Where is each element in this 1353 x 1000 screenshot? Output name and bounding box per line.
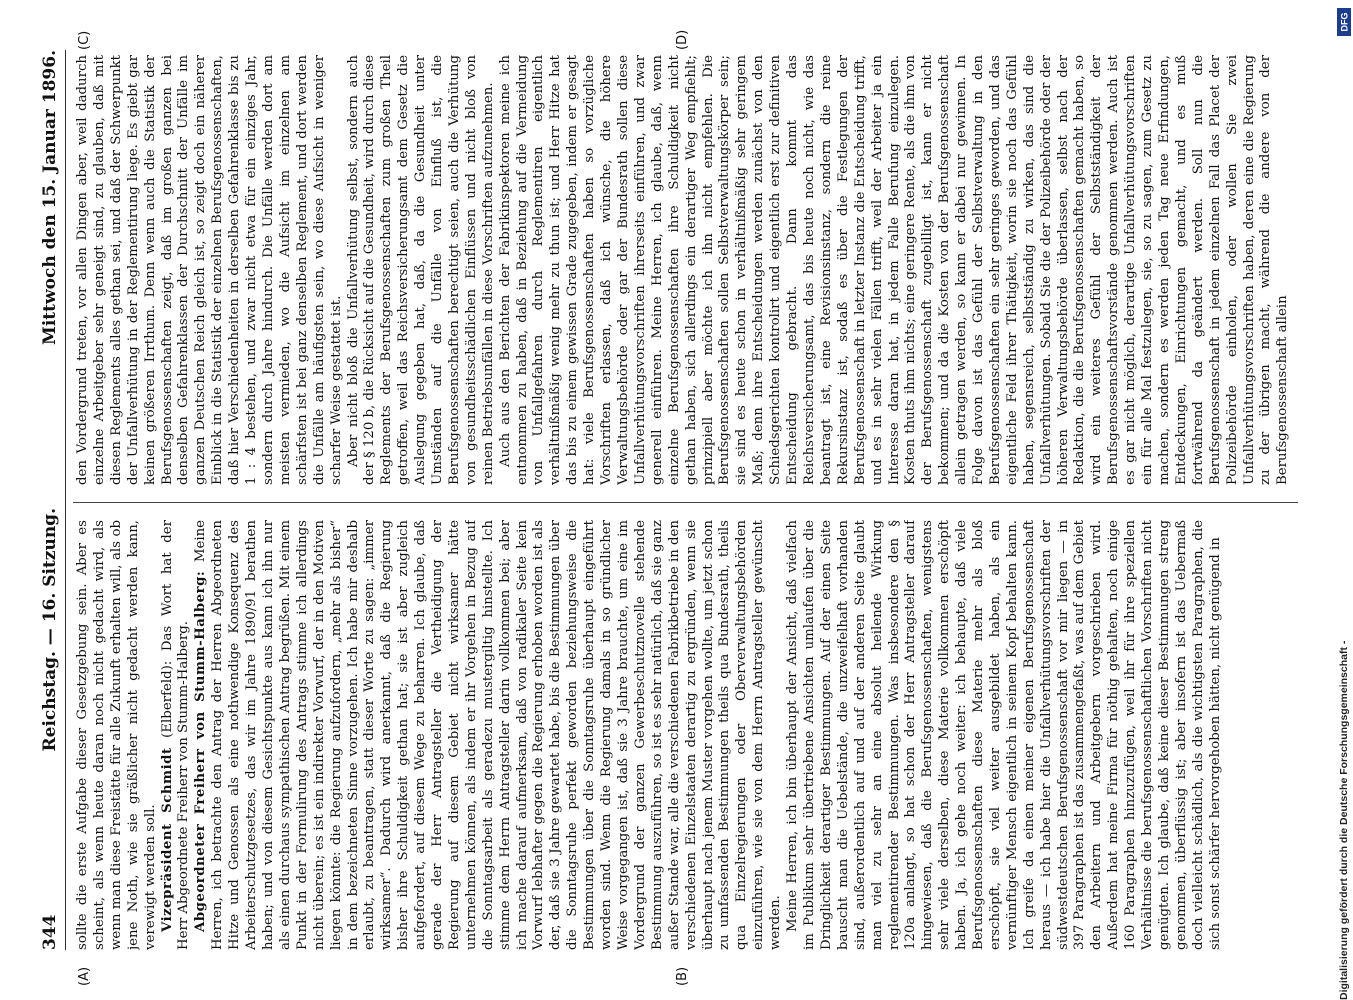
paragraph-text: Meine Herren, ich betrachte den Antrag der Herren Abgeordneten Hitze und Genossen als eine nothwendige Konsequenz des Arbeiterschutzgesetzes, das wir im Jahre 1890/91 berathen haben; und von diesem Gesichtspunkte aus kann ich ihn nur als einen durchaus sympathischen Antrag begrüßen. Mit einem Punkt in der Formulirung des Antrags stimme ich allerdings nicht überein; es ist ein indirekter Vorwurf, der in den Motiven liegen könnte: die Regierung aufzufordern, „mehr als bisher“ in dem bezeichneten Sinne vorzugehen. Ich habe mir deshalb erlaubt, zu beantragen, statt dieser Worte zu sagen: „immer wirksamer“. Dadurch wird anerkannt, daß die Regierung bisher ihre Schuldigkeit gethan hat; sie ist aber zugleich aufgefordert, auf diesem Wege zu beharren. Ich glaube, daß gerade der Herr Antragsteller die Vertheidigung der Regierung auf diesem Gebiet nicht wirksamer hätte unternehmen können, als indem er ihr Vorgehen in Bezug auf die Sonntagsarbeit als geradezu mustergiltig hinstellte. Ich stimme dem Herrn Antragsteller darin vollkommen bei; aber ich mache darauf aufmerksam, daß von radikaler Seite kein Vorwurf lebhafter gegen die Regierung erhoben worden ist als der, daß sie 3 Jahre gewartet habe, bis die Bestimmungen über die Sonntagsruhe perfekt geworden beziehungsweise die Bestimmungen über die Sonntagsruhe überhaupt eingeführt worden sind. Wenn die Regierung damals in so gründlicher Weise vorgegangen ist, daß sie 3 Jahre brauchte, um eine im Vordergrund der ganzen Gewerbeschutznovelle stehende Bestimmung auszuführen, so ist es sehr natürlich, daß sie ganz außer Stande war, alle die verschiedenen Fabrikbetriebe in den verschiedenen Einzelstaaten derartig zu ergründen, wenn sie überhaupt nach jenem Muster vorgehen wollte, um jetzt schon zu umfassenden Bestimmungen theils qua Bundesrath, theils qua Einzelregierungen oder Oberverwaltungsbehörden einzuführen, wie sie von dem Herrn Antragsteller gewünscht werden. xyxy=(193,520,784,950)
paragraph: sollte die erste Aufgabe dieser Gesetzgebung sein. Aber es scheint, als wenn heute daran noch nicht gedacht wird, als wenn man diese Freistätte für alle Zukunft erhalten will, als ob jene Noth, wie sie gräßlicher nicht gedacht werden kann, verewigt werden soll. xyxy=(75,520,158,950)
paragraph: Auch aus den Berichten der Fabrikinspektoren meine ich entnommen zu haben, daß in Beziehung auf die Vermeidung von Unfallgefahren durch Reglementiren eigentlich verhältnißmäßig wenig mehr zu thun ist; und Herr Hitze hat das bis zu einem gewissen Grade zugegeben, indem er gesagt hat: viele Berufsgenossenschaften haben so vorzügliche Vorschriften erlassen, daß ich wünsche, die höhere Verwaltungsbehörde oder gar der Bundesrath sollen diese Unfallverhütungsvorschriften ihrerseits einführen, und zwar generell einführen. Meine Herren, ich glaube, daß, wenn einzelne Berufsgenossenschaften ihre Schuldigkeit nicht gethan haben, sich allerdings ein derartiger Weg empfiehlt; prinzipiell aber möchte ich ihn nicht empfehlen. Die Berufsgenossenschaften sollen Selbstverwaltungskörper sein; sie sind es heute schon in verhältnißmäßig sehr geringem Maß; denn ihre Entscheidungen werden zunächst von den Schiedsgerichten kontrolirt und eigentlich erst zur definitiven Entscheidung gebracht. Dann kommt das Reichsversicherungsamt, das bis heute noch nicht, wie das beantragt ist, eine Revisionsinstanz, sondern die reine Rekursinstanz ist, sodaß es über die Festlegungen der Berufsgenossenschaft in letzter Instanz die Entscheidung trifft, und es in sehr vielen Fällen trifft, weil der Arbeiter ja ein Interesse daran hat, in jedem Falle Berufung einzulegen. Kosten thuts ihm nichts; eine geringere Rente, als die ihm von der Berufsgenossenschaft zugebilligt ist, kann er nicht bekommen; und da die Kosten von der Berufsgenossenschaft allein getragen werden, so kann er dabei nur gewinnen. In Folge davon ist das Gefühl der Selbstverwaltung in den Berufsgenossenschaften ein sehr geringes geworden, und das eigentliche Feld ihrer Thätigkeit, worin sie noch das Gefühl haben, segensreich, selbstständig zu wirken, das sind die Unfallverhütungen. Sobald Sie die der Polizeibehörde oder der höheren Verwaltungsbehörde überlassen, selbst nach der Redaktion, die die Berufsgenossenschaften gemacht haben, so wird ein weiteres Gefühl der Selbstständigkeit der Berufsgenossenschaftsvorstände genommen werden. Auch ist es gar nicht möglich, derartige Unfallverhütungsvorschriften ein für alle Mal festzulegen, sie, so zu sagen, zum Gesetz zu machen, sondern es werden jeden Tag neue Erfindungen, Entdeckungen, Einrichtungen gemacht, und es muß fortwährend da geändert werden. Soll nun die Berufsgenossenschaft in jedem einzelnen Fall das Placet der Polizeibehörde einholen, oder wollen Sie zwei Unfallverhütungsvorschriften haben, deren eine die Regierung zu der übrigen macht, während die andere von der Berufsgenossenschaft allein xyxy=(497,55,1291,485)
speaker-name: Abgeordneter Freiherr von Stumm-Halberg: xyxy=(193,570,209,932)
session-date: Mittwoch den 15. Januar 1896. xyxy=(40,50,60,345)
paragraph xyxy=(160,520,194,950)
digitization-note: Digitalisierung gefördert durch die Deutsche Forschungsgemeinschaft - xyxy=(1338,640,1350,1000)
paragraph: Meine Herren, ich bin überhaupt der Ansicht, daß vielfach im Publikum sehr übertriebene Ansichten umlaufen über die Dringlichkeit derartiger Bestimmungen. Auf der einen Seite bauscht man die Uebelstände, die unzweifelhaft vorhanden sind, außerordentlich auf und auf der anderen Seite glaubt man viel zu sehr an eine absolut heilende Wirkung reglementirender Bestimmungen. Was insbesondere den § 120a anlangt, so hat schon der Herr Antragsteller darauf hingewiesen, daß die Berufsgenossenschaften, wenigstens sehr viele derselben, diese Materie vollkommen erschöpft haben. Ja, ich gehe noch weiter: ich behaupte, daß viele Berufsgenossenschaften diese Materie mehr als bloß erschöpft, sie viel weiter ausgebildet haben, als ein vernünftiger Mensch eigentlich in seinem Kopf behalten kann. Ich greife da einen meiner eigenen Berufsgenossenschaft heraus — ich habe hier die Unfallverhütungsvorschriften der südwestdeutschen Berufsgenossenschaft vor mir liegen — in 397 Paragraphen ist das zusammengefaßt, was auf dem Gebiet den Arbeitern und Arbeitgebern vorgeschrieben wird. Außerdem hat meine Firma für nöthig gehalten, noch einige 160 Paragraphen hinzuzufügen, weil ihr für ihre speziellen Verhältnisse die berufsgenossenschaftlichen Vorschriften nicht genügten. Ich glaube, daß keine dieser Bestimmungen streng genommen, überflüssig ist; aber insofern ist das Uebermaß doch vielleicht schädlich, als die wichtigsten Paragraphen, die sich sonst schärfer hervorgehoben hätten, nicht genügend in xyxy=(785,520,1223,950)
paragraph: den Vordergrund treten, vor allen Dingen aber, weil dadurch einzelne Arbeitgeber sehr geneigt sind, zu glauben, daß mit diesen Reglements alles gethan sei, und daß der Schwerpunkt der Unfallverhütung in der Reglementirung liege. Es giebt gar keinen größeren Irrthum. Denn wenn auch die Statistik der Berufsgenossenschaften zeigt, daß im großen ganzen bei denselben Gefahrenklassen der Durchschnitt der Unfälle im ganzen Deutschen Reich gleich ist, so zeigt doch ein näherer Einblick in die Statistik der einzelnen Berufsgenossenschaften, daß hier Verschiedenheiten in derselben Gefahrenklasse bis zu 1 : 4 bestehen, und zwar nicht etwa für ein einziges Jahr, sondern durch Jahre hindurch. Die Unfälle werden dort am meisten vermieden, wo die Aufsicht im einzelnen am schärfsten ist bei ganz denselben Reglement, und dort werden die Unfälle am häufigsten sein, wo diese Aufsicht in weniger scharfer Weise gestattet ist. xyxy=(75,55,344,485)
page-number: 344 xyxy=(40,914,60,950)
column-divider xyxy=(73,502,1298,503)
running-head xyxy=(35,50,66,950)
right-column xyxy=(75,55,1300,485)
session-title: Reichstag. — 16. Sitzung. xyxy=(40,508,60,752)
margin-letter-b: (B) xyxy=(675,966,690,986)
rotated-page xyxy=(35,29,1310,986)
margin-letter-c: (C) xyxy=(77,30,92,50)
margin-letter-d: (D) xyxy=(675,29,690,50)
paragraph: Aber nicht bloß die Unfallverhütung selbst, sondern auch der § 120 b, die Rücksicht auf die Gesundheit, wird durch diese Reglements der Berufsgenossenschaften zum großen Theil getroffen, weil das Reichsversicherungsamt dem Gesetz die Auslegung gegeben hat, daß, da die Gesundheit unter Umständen auf die Unfälle von Einfluß ist, die Berufsgenossenschaften berechtigt seien, auch die Verhütung von gesundheitsschädlichen Einflüssen und nicht bloß von reinen Betriebsunfällen in diese Vorschriften aufzunehmen. xyxy=(345,55,496,485)
margin-letter-a: (A) xyxy=(77,966,92,986)
speaker-name: Vizepräsident Schmidt xyxy=(159,747,175,932)
paragraph xyxy=(193,520,785,950)
footer xyxy=(1338,0,1352,1000)
paragraph-text: (Elberfeld): Das Wort hat der Herr Abgeordnete Freiherr von Stumm-Halberg. xyxy=(159,520,192,950)
dfg-logo: DFG xyxy=(1337,8,1351,36)
left-column xyxy=(75,520,1300,950)
